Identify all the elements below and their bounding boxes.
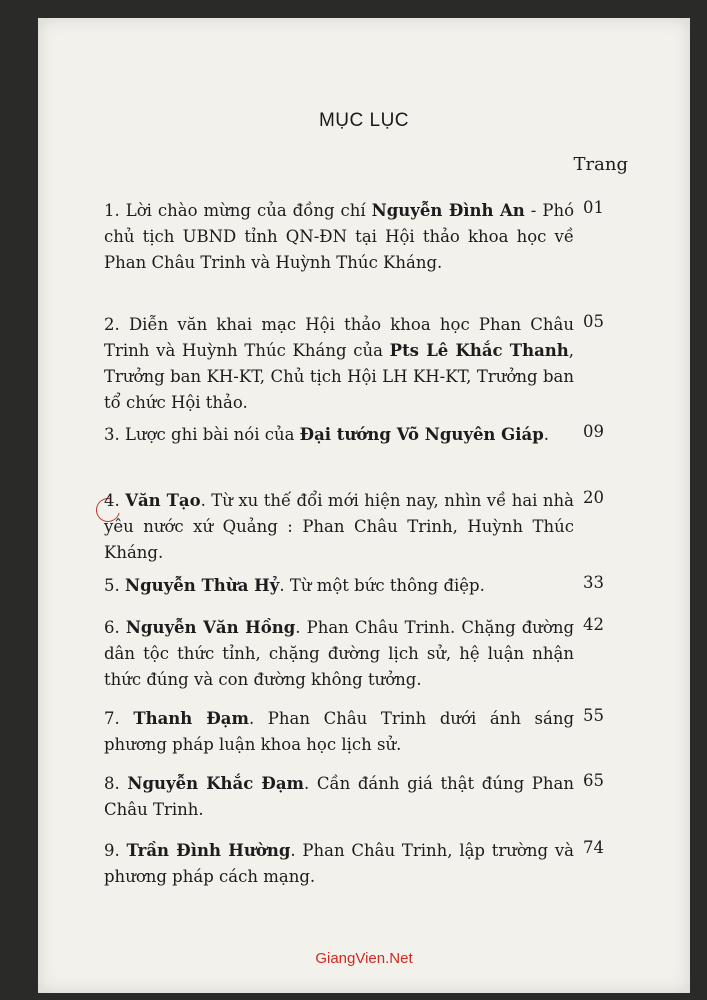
entry-text: . Từ xu thế đổi mới hiện nay, nhìn về hai nhà yêu nước xứ Quảng : Phan Châu Trinh, Huỳnh Thúc Kháng. <box>104 491 574 562</box>
entry-text: . Cần đánh giá thật đúng Phan Châu Trinh. <box>104 774 575 819</box>
entry-number: 6. <box>104 618 120 637</box>
toc-entry-9 <box>104 838 574 890</box>
entry-number: 2. <box>104 315 120 334</box>
entry-text: , Trưởng ban KH-KT, Chủ tịch Hội LH KH-KT, Trưởng ban tổ chức Hội thảo. <box>104 341 575 412</box>
toc-entry-6 <box>104 615 574 693</box>
entry-text: . Phan Châu Trinh, lập trường và phương pháp cách mạng. <box>104 841 574 886</box>
toc-entry-5 <box>104 573 574 599</box>
toc-page-number-9: 74 <box>583 838 604 857</box>
toc-page-number-4: 20 <box>583 488 604 507</box>
entry-author: Nguyễn Văn Hồng <box>125 618 296 637</box>
entry-author: Văn Tạo <box>125 491 201 510</box>
entry-number: 7. <box>104 709 120 728</box>
toc-page-number-8: 65 <box>583 771 604 790</box>
toc-entry-8 <box>104 771 574 823</box>
entry-author: Pts Lê Khắc Thanh <box>389 341 569 360</box>
watermark-text: GiangVien.Net <box>315 950 413 967</box>
entry-number: 9. <box>104 841 120 860</box>
entry-number: 8. <box>104 774 120 793</box>
toc-entry-1 <box>104 198 574 276</box>
entry-text: . <box>543 425 550 444</box>
toc-page-number-7: 55 <box>583 706 604 725</box>
entry-text: . Từ một bức thông điệp. <box>279 576 485 595</box>
page-title: MỤC LỤC <box>318 110 410 131</box>
entry-author: Đại tướng Võ Nguyên Giáp <box>299 425 544 444</box>
entry-number: 5. <box>104 576 120 595</box>
entry-author: Nguyễn Khắc Đạm <box>127 774 304 793</box>
page-column-header: Trang <box>573 154 628 175</box>
toc-entry-7 <box>104 706 574 758</box>
toc-page-number-1: 01 <box>583 198 604 217</box>
toc-entry-3 <box>104 422 574 448</box>
entry-prefix: Diễn văn khai mạc Hội thảo khoa học Phan Châu Trinh và Huỳnh Thúc Kháng của <box>104 315 574 360</box>
toc-page-number-6: 42 <box>583 615 604 634</box>
entry-number: 4. <box>104 491 120 510</box>
toc-page-number-3: 09 <box>583 422 604 441</box>
entry-author: Nguyễn Đình An <box>371 201 525 220</box>
entry-prefix: Lược ghi bài nói của <box>125 425 300 444</box>
entry-prefix: Lời chào mừng của đồng chí <box>125 201 372 220</box>
entry-text: - Phó chủ tịch UBND tỉnh QN-ĐN tại Hội thảo khoa học về Phan Châu Trinh và Huỳnh Thúc Kháng. <box>104 201 575 272</box>
entry-number: 1. <box>104 201 120 220</box>
toc-entry-4 <box>104 488 574 566</box>
entry-author: Nguyễn Thừa Hỷ <box>125 576 280 595</box>
entry-author: Trần Đình Hường <box>126 841 291 860</box>
entry-number: 3. <box>104 425 120 444</box>
toc-entry-2 <box>104 312 574 416</box>
toc-page-number-2: 05 <box>583 312 604 331</box>
toc-page-number-5: 33 <box>583 573 604 592</box>
entry-text: . Phan Châu Trinh dưới ánh sáng phương pháp luận khoa học lịch sử. <box>104 709 575 754</box>
entry-text: . Phan Châu Trinh. Chặng đường dân tộc thức tỉnh, chặng đường lịch sử, hệ luận nhận thức đúng và con đường không tưởng. <box>104 618 575 689</box>
entry-author: Thanh Đạm <box>133 709 249 728</box>
document-page <box>38 18 690 993</box>
